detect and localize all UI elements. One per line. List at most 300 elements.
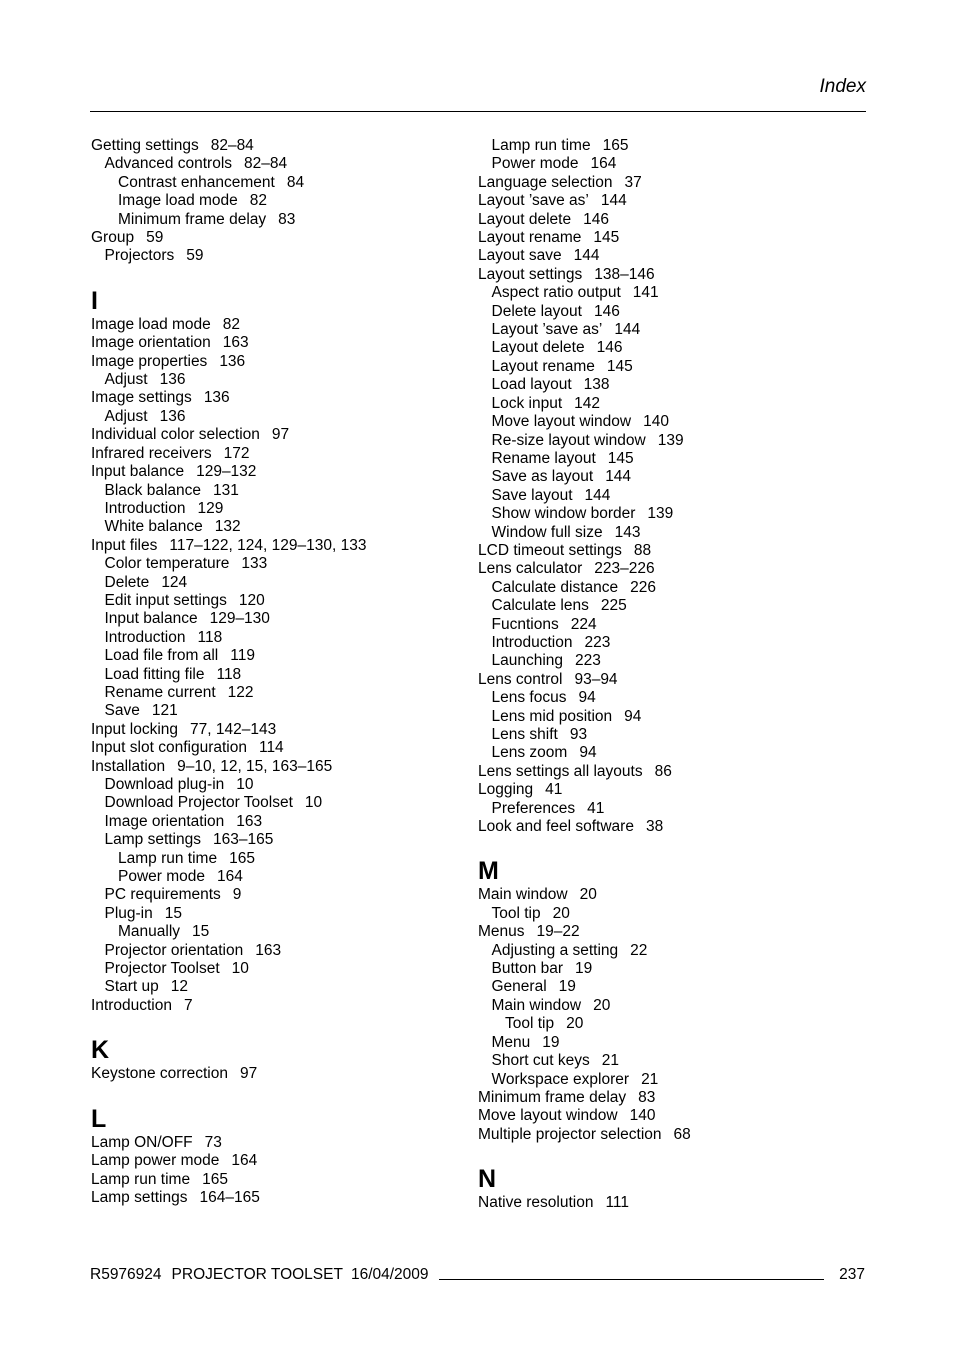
entry-term: Adjust [104,407,148,425]
index-entry [478,395,848,413]
entry-pages: 165 [602,137,629,154]
entry-term: Group [91,229,135,247]
entry-pages: 83 [638,1088,656,1106]
index-entry [91,610,461,628]
index-entry [91,813,461,831]
index-entry [478,1126,848,1144]
entry-pages: 7 [184,996,193,1014]
entry-pages: 144 [600,192,627,210]
entry-pages: 131 [213,481,239,499]
index-entry [478,1071,848,1089]
entry-term: Introduction [104,628,186,646]
entry-term: Minimum frame delay [478,1088,627,1106]
entry-pages: 10 [304,794,323,812]
entry-term: Black balance [104,481,202,499]
entry-pages: 19–22 [536,923,580,941]
entry-pages: 165 [229,849,255,867]
entry-term: Move layout window [478,1107,618,1125]
index-entry [91,174,461,192]
entry-term: Advanced controls [104,155,233,173]
entry-pages: 142 [574,394,601,412]
entry-term: Image settings [91,389,192,407]
section-letter: M [478,857,499,886]
entry-pages: 118 [216,665,242,683]
entry-pages: 121 [151,702,178,720]
entry-pages: 136 [203,389,230,407]
page-footer [90,1265,865,1285]
index-entry [478,155,848,173]
entry-term: Projector orientation [104,941,244,959]
entry-term: Layout delete [478,210,572,228]
index-entry [91,666,461,684]
entry-pages: 143 [614,523,641,541]
index-section [91,1106,461,1208]
entry-pages: 88 [633,541,652,559]
index-entry [478,1052,848,1070]
header-rule [90,111,866,112]
entry-pages: 163 [236,812,263,830]
entry-term: Save as layout [491,468,594,486]
entry-term: Short cut keys [491,1052,590,1070]
index-entry [478,960,848,978]
entry-pages: 10 [231,960,249,978]
index-entry [91,758,461,776]
entry-term: Layout rename [491,357,595,375]
entry-pages: 146 [583,210,609,228]
index-entry [478,744,848,762]
entry-pages: 12 [170,978,189,996]
index-entry [478,634,848,652]
footer-rule [439,1279,825,1280]
index-entry [91,555,461,573]
index-entry [478,524,848,542]
entry-pages: 145 [593,229,620,247]
entry-term: Input locking [91,720,179,738]
entry-term: Image orientation [104,812,225,830]
entry-pages: 138 [583,376,610,394]
entry-term: Projector Toolset [104,960,220,978]
entry-term: Lens settings all layouts [478,762,643,780]
entry-pages: 94 [578,689,596,707]
index-entry [91,426,461,444]
entry-term: Lens calculator [478,560,583,578]
entry-pages: 136 [159,371,186,389]
entry-term: Input slot configuration [91,739,247,757]
index-entry [478,247,848,265]
entry-term: Input balance [104,610,198,628]
entry-pages: 19 [558,978,576,996]
index-column-left [91,137,461,1207]
entry-pages: 144 [584,486,611,504]
index-entry [91,500,461,518]
entry-pages: 83 [278,210,296,228]
index-entry [91,211,461,229]
entry-term: Lamp run time [91,1170,191,1188]
entry-term: Button bar [491,960,564,978]
entry-pages: 21 [641,1070,659,1088]
section-letter: I [91,286,98,315]
entry-term: Tool tip [491,904,541,922]
index-entry [478,450,848,468]
index-entry [478,597,848,615]
entry-term: Installation [91,757,166,775]
entry-pages: 138–146 [594,265,655,283]
entry-term: Introduction [104,499,186,517]
entry-term: Delete layout [491,302,582,320]
entry-pages: 136 [159,407,186,425]
entry-term: Start up [104,978,159,996]
entry-pages: 20 [566,1015,584,1033]
entry-term: Rename layout [491,449,596,467]
entry-pages: 146 [593,302,620,320]
entry-term: Layout ’save as’ [478,192,589,210]
index-entry [91,831,461,849]
entry-pages: 94 [624,707,642,725]
index-entry [478,923,848,941]
index-entry [91,574,461,592]
index-entry [478,1194,848,1212]
entry-pages: 119 [230,647,255,665]
index-entry [478,671,848,689]
entry-term: Lamp power mode [91,1152,220,1170]
entry-pages: 146 [596,339,623,357]
entry-pages: 223–226 [594,560,655,578]
entry-pages: 140 [629,1107,656,1125]
entry-pages: 114 [258,739,284,757]
entry-pages: 133 [241,555,268,573]
entry-pages: 139 [647,505,674,523]
index-entry [91,997,461,1015]
entry-pages: 59 [146,229,164,247]
entry-pages: 77, 142–143 [190,720,277,738]
entry-term: Window full size [491,523,603,541]
entry-term: PC requirements [104,886,221,904]
index-entry [91,776,461,794]
entry-term: Contrast enhancement [118,173,275,191]
index-entry [91,1189,461,1207]
entry-pages: 68 [673,1125,691,1143]
index-entry [91,647,461,665]
index-entry [91,247,461,265]
entry-pages: 118 [197,628,223,646]
entry-term: Plug-in [104,904,153,922]
index-entry [478,942,848,960]
index-entry [91,316,461,334]
entry-term: Re-size layout window [491,431,646,449]
entry-term: Keystone correction [91,1065,228,1083]
entry-term: Edit input settings [104,591,227,609]
entry-pages: 141 [632,284,659,302]
entry-pages: 163 [222,334,249,352]
index-section [91,137,461,266]
entry-term: Move layout window [491,413,632,431]
entry-term: Lock input [491,394,563,412]
running-header: Index [819,76,866,97]
entry-pages: 41 [587,799,605,817]
entry-pages: 82 [249,192,268,210]
entry-term: Image load mode [118,192,238,210]
entry-term: Minimum frame delay [118,210,267,228]
entry-pages: 132 [214,518,241,536]
entry-term: Layout rename [478,229,582,247]
entry-pages: 164 [231,1152,258,1170]
entry-pages: 15 [164,904,182,922]
entry-term: Preferences [491,799,576,817]
index-entry [478,468,848,486]
entry-term: Getting settings [91,137,199,154]
index-entry [478,560,848,578]
footer-product: PROJECTOR TOOLSET [171,1266,343,1283]
entry-pages: 22 [630,941,648,959]
entry-term: Input files [91,536,158,554]
index-entry [478,229,848,247]
entry-pages: 165 [202,1170,228,1188]
entry-pages: 136 [219,352,246,370]
index-entry [478,1089,848,1107]
entry-pages: 82–84 [244,155,288,173]
entry-pages: 140 [643,413,669,431]
index-entry [91,155,461,173]
entry-term: Lens shift [491,726,558,743]
entry-pages: 164 [590,155,617,173]
index-entry [91,684,461,702]
entry-term: White balance [104,518,203,536]
entry-term: Lamp run time [491,137,591,154]
entry-term: Lamp run time [118,849,218,867]
entry-term: Launching [491,652,564,670]
entry-pages: 84 [286,173,305,191]
index-entry [478,358,848,376]
entry-term: Calculate lens [491,597,589,615]
entry-pages: 20 [593,996,611,1014]
entry-pages: 139 [657,431,684,449]
index-entry [91,739,461,757]
index-entry [478,616,848,634]
entry-pages: 224 [570,615,597,633]
index-entry [478,689,848,707]
index-entry [91,923,461,941]
entry-pages: 144 [614,321,641,339]
entry-term: Power mode [491,155,579,173]
entry-term: Lamp ON/OFF [91,1133,193,1151]
index-section [91,288,461,1015]
entry-term: Manually [118,923,181,941]
index-entry [478,818,848,836]
entry-term: Lamp settings [91,1188,188,1206]
entry-term: Infrared receivers [91,444,212,462]
entry-term: Layout ’save as’ [491,321,603,339]
index-entry [91,629,461,647]
index-entry [91,482,461,500]
entry-pages: 82 [222,315,241,333]
section-letter: K [91,1036,110,1065]
entry-term: Lens focus [491,689,567,707]
index-entry [91,886,461,904]
entry-term: Image orientation [91,334,211,352]
footer-date: 16/04/2009 [350,1266,429,1283]
entry-term: Load layout [491,376,572,394]
index-entry [478,905,848,923]
entry-term: Delete [104,573,150,591]
entry-term: Layout delete [491,339,585,357]
index-entry [478,487,848,505]
index-entry [91,229,461,247]
index-section [478,137,848,836]
entry-term: Input balance [91,463,185,481]
entry-pages: 59 [186,247,204,265]
index-entry [91,1065,461,1083]
index-entry [478,505,848,523]
entry-pages: 129–130 [209,610,270,628]
entry-pages: 9 [232,886,242,904]
entry-term: General [491,978,547,996]
entry-term: Individual color selection [91,426,260,444]
entry-term: Aspect ratio output [491,284,621,302]
entry-term: Load file from all [104,647,219,665]
entry-term: Menu [491,1033,531,1051]
entry-pages: 38 [645,818,664,836]
entry-pages: 21 [601,1052,619,1070]
index-entry [478,708,848,726]
index-entry [91,850,461,868]
index-entry [91,334,461,352]
entry-pages: 10 [236,776,254,793]
entry-pages: 15 [192,923,210,941]
section-letter: N [478,1165,497,1194]
index-entry [91,978,461,996]
entry-pages: 129 [197,499,224,517]
entry-term: Download Projector Toolset [104,794,293,812]
index-entry [478,1107,848,1125]
entry-term: Adjusting a setting [491,941,619,959]
index-entry [478,303,848,321]
entry-pages: 97 [240,1065,258,1083]
entry-pages: 163 [255,941,282,959]
index-entry [91,794,461,812]
index-entry [478,997,848,1015]
entry-pages: 120 [238,591,265,609]
index-entry [478,339,848,357]
index-entry [478,978,848,996]
entry-pages: 73 [204,1133,222,1151]
entry-term: Calculate distance [491,578,619,596]
entry-term: Layout save [478,247,562,265]
index-entry [478,886,848,904]
entry-pages: 93–94 [574,670,618,688]
index-entry [91,518,461,536]
entry-pages: 223 [575,652,601,670]
index-entry [91,463,461,481]
entry-term: Introduction [91,996,172,1014]
entry-term: Show window border [491,505,636,523]
index-entry [478,432,848,450]
entry-term: Main window [491,996,582,1014]
entry-term: Lamp settings [104,831,201,849]
index-entry [478,284,848,302]
entry-term: Power mode [118,868,206,886]
entry-pages: 37 [624,173,642,191]
footer-doc-id: R5976924 [90,1266,162,1283]
index-entry [91,445,461,463]
entry-pages: 20 [552,904,570,922]
entry-term: Workspace explorer [491,1070,630,1088]
index-entry [91,942,461,960]
entry-term: Load fitting file [104,665,205,683]
entry-term: Image properties [91,352,208,370]
entry-pages: 223 [584,633,611,651]
entry-pages: 144 [573,247,600,265]
entry-term: Save layout [491,486,573,504]
index-entry [91,389,461,407]
index-entry [478,192,848,210]
entry-pages: 19 [575,960,593,978]
index-entry [478,1015,848,1033]
entry-term: Adjust [104,371,148,389]
index-entry [91,408,461,426]
index-entry [91,592,461,610]
entry-pages: 124 [161,573,188,591]
index-entry [478,174,848,192]
index-entry [91,1171,461,1189]
entry-term: Native resolution [478,1194,594,1212]
index-entry [478,211,848,229]
index-entry [478,726,848,744]
entry-pages: 93 [569,726,588,743]
entry-pages: 144 [605,468,632,486]
index-entry [91,721,461,739]
index-entry [91,868,461,886]
index-entry [91,353,461,371]
index-section [478,1166,848,1212]
index-entry [91,960,461,978]
index-entry [478,763,848,781]
index-section [91,1037,461,1083]
entry-pages: 9–10, 12, 15, 163–165 [177,757,333,775]
entry-term: Download plug-in [104,776,225,793]
entry-term: Main window [478,886,568,904]
entry-pages: 19 [542,1033,560,1051]
index-entry [478,137,848,155]
index-entry [91,1152,461,1170]
entry-pages: 164 [217,868,243,886]
index-entry [91,192,461,210]
index-entry [478,781,848,799]
entry-pages: 225 [600,597,627,615]
entry-pages: 94 [579,744,597,762]
entry-pages: 117–122, 124, 129–130, 133 [169,536,367,554]
entry-pages: 164–165 [199,1188,260,1206]
entry-pages: 129–132 [196,463,257,481]
index-entry [478,376,848,394]
entry-term: Multiple projector selection [478,1125,662,1143]
index-entry [91,905,461,923]
entry-term: LCD timeout settings [478,541,622,559]
index-entry [91,137,461,155]
section-letter: L [91,1104,107,1133]
entry-pages: 226 [630,578,657,596]
index-entry [91,537,461,555]
entry-term: Lens mid position [491,707,613,725]
entry-pages: 163–165 [213,831,274,849]
entry-term: Lens control [478,670,563,688]
entry-term: Lens zoom [491,744,568,762]
entry-pages: 122 [227,683,254,701]
index-entry [91,702,461,720]
index-entry [478,321,848,339]
entry-term: Menus [478,923,525,941]
entry-pages: 172 [223,444,250,462]
entry-term: Color temperature [104,555,230,573]
